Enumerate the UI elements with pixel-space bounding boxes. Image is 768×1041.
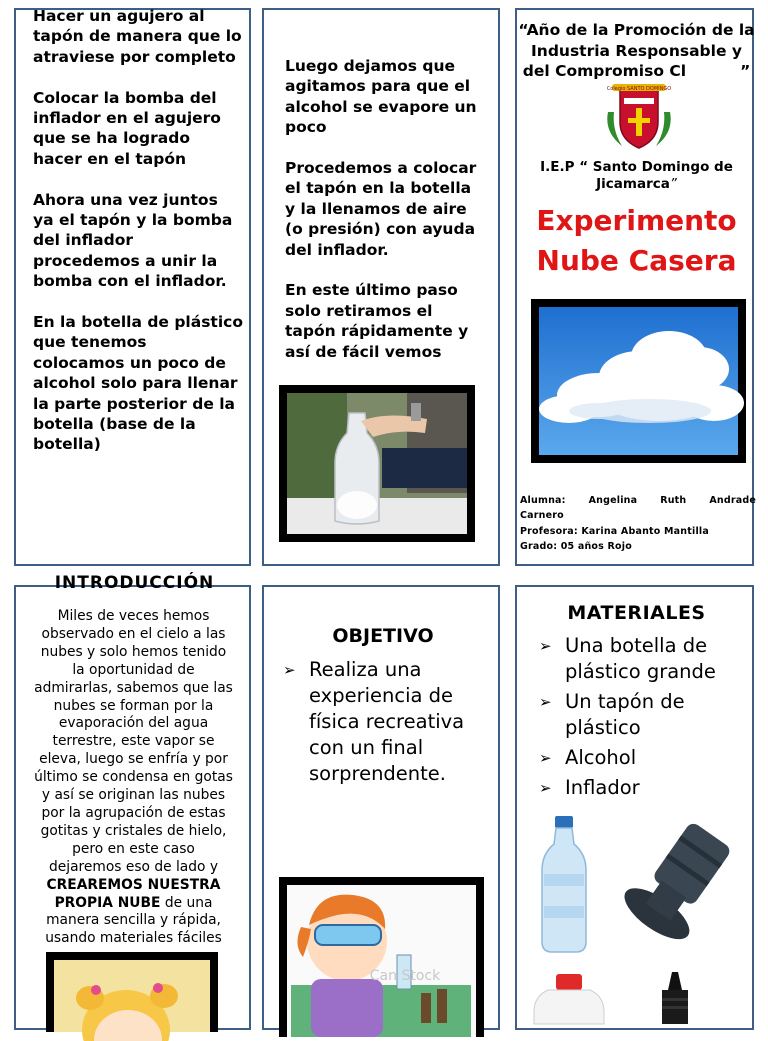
instruction-paragraph: Hacer un agujero al tapón de manera que lo atraviese por completo	[33, 7, 248, 66]
arrow-bullet-icon: ➢	[283, 661, 296, 679]
kid-scientist-illustration	[287, 885, 476, 1037]
student-line	[520, 493, 756, 508]
materials-panel	[515, 585, 754, 1030]
instruction-paragraph: Colocar la bomba del inflador en el agujero que se ha logrado hacer en el tapón	[33, 88, 227, 168]
cloud-photo	[531, 299, 746, 463]
intro-text-end: de una manera sencilla y rápida, usando materiales fáciles	[45, 894, 222, 947]
material-item	[537, 775, 752, 801]
intro-text: Miles de veces hemos observado en el cielo a las nubes y solo hemos tenido la oportunidad de admirarlas, sabemos que las nubes se forman por la evaporación del agua terrestre, este vapor se eleva, luego se enfría y por último se condensa en gotas y así se originan las nubes por la agrupación de estas gotitas y cristales de hielo, pero en este caso dejaremos eso de lado y	[34, 608, 233, 875]
material-item-text: Un tapón de plástico	[565, 690, 685, 739]
inflator-nozzle-icon	[650, 970, 700, 1024]
instruction-paragraph: En la botella de plástico que tenemos colocamos un poco de alcohol solo para llenar la parte posterior de la botella (base de la botella)	[33, 313, 249, 454]
plastic-stopper-image	[622, 820, 732, 950]
material-item-text: Alcohol	[565, 746, 637, 769]
school-name-text: I.E.P “ Santo Domingo de Jicamarca	[540, 159, 733, 192]
instruction-paragraph: Luego dejamos que agitamos para que el alcohol se evapore un poco	[285, 57, 482, 137]
arrow-bullet-icon: ➢	[539, 749, 552, 767]
materials-list	[537, 633, 752, 805]
bottle-photo-illustration	[287, 393, 467, 534]
stopper-icon	[622, 820, 732, 950]
instructions-column-2	[285, 56, 485, 382]
bottle-icon	[536, 814, 592, 954]
objective-heading: OBJETIVO	[332, 625, 434, 647]
intro-bold-text: CREAREMOS NUESTRA PROPIA NUBE	[46, 876, 221, 911]
material-item	[537, 689, 752, 741]
material-item-text: Una botella de plástico grande	[565, 634, 716, 683]
school-closing-quote: ”	[669, 176, 677, 192]
cloud-photo-illustration	[539, 307, 738, 455]
introduction-heading: INTRODUCCIÓN	[54, 573, 215, 593]
motto-text: “Año de la Promoción de la Industria Responsable y del Compromiso Cl	[518, 21, 755, 80]
teacher-line: Profesora: Karina Abanto Mantilla	[520, 525, 709, 537]
objective-item-text: Realiza una experiencia de física recreativa con un final sorprendente.	[309, 658, 465, 785]
materials-heading: MATERIALES	[567, 602, 706, 624]
alcohol-bottle-icon	[530, 972, 610, 1024]
crest-icon	[602, 82, 676, 154]
instruction-paragraph: Ahora una vez juntos ya el tapón y la bomba del inflador procedemos a unir la bomba con el inflador.	[33, 190, 238, 291]
arrow-bullet-icon: ➢	[539, 779, 552, 797]
student-middle-name: Ruth	[660, 495, 687, 506]
student-second-last-name: Carnero	[520, 510, 564, 522]
bottle-experiment-photo	[279, 385, 475, 542]
plastic-bottle-image	[536, 814, 592, 954]
motto-closing-quote: ”	[740, 62, 751, 80]
school-name	[527, 159, 746, 193]
objective-list	[281, 657, 491, 787]
crest-lettering: Colegio SANTO DOMINGO	[606, 86, 672, 92]
inflator-nozzle-image	[650, 970, 700, 1024]
instruction-paragraph: En este último paso solo retiramos el tapón rápidamente y así de fácil vemos	[285, 281, 474, 361]
material-item	[537, 745, 752, 771]
instructions-panel-1	[14, 8, 251, 566]
girl-cartoon-illustration	[54, 960, 210, 1032]
girl-cartoon-image	[46, 952, 218, 1032]
brochure-title	[517, 201, 756, 281]
school-crest-logo	[602, 82, 676, 154]
credits-block	[520, 493, 760, 554]
objective-item	[281, 657, 491, 787]
student-first-name: Angelina	[588, 495, 638, 506]
instructions-column-1	[33, 6, 249, 475]
title-line-1: Experimento	[536, 204, 737, 237]
student-label: Alumna:	[520, 495, 566, 506]
arrow-bullet-icon: ➢	[539, 637, 552, 655]
material-item	[537, 633, 752, 685]
grade-line: Grado: 05 años Rojo	[520, 540, 632, 552]
title-line-2: Nube Casera	[536, 244, 737, 277]
material-item-text: Inflador	[565, 776, 640, 799]
instruction-paragraph: Procedemos a colocar el tapón en la botella y la llenamos de aire (o presión) con ayuda del inflador.	[285, 159, 482, 259]
national-year-motto	[517, 20, 756, 82]
arrow-bullet-icon: ➢	[539, 693, 552, 711]
kid-scientist-image	[279, 877, 484, 1037]
introduction-body	[34, 608, 233, 948]
student-last-name: Andrade	[709, 495, 756, 506]
alcohol-bottle-image	[530, 972, 610, 1024]
watermark-text: Can Stock	[369, 968, 441, 984]
